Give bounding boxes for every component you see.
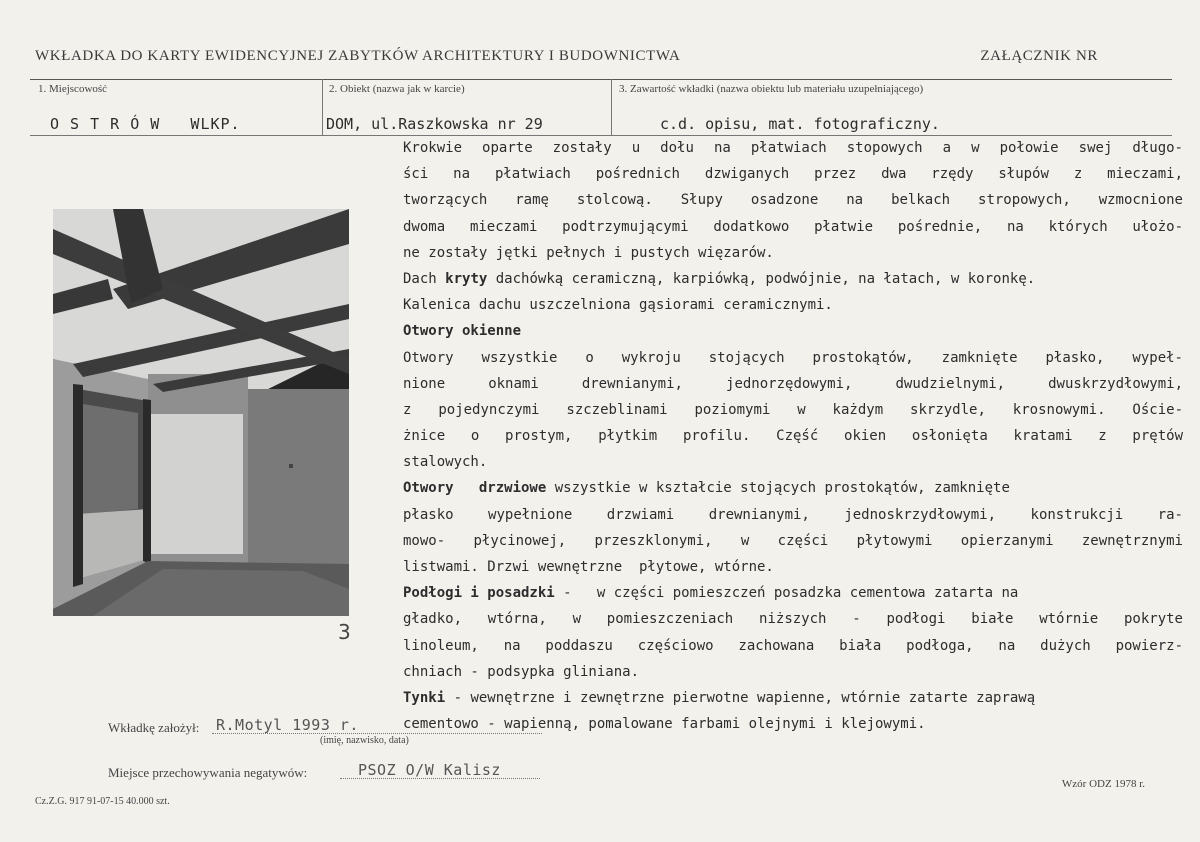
text-line: [403, 266, 1183, 292]
section-heading-doors: Otwory drzwiowe: [403, 480, 547, 497]
text-line: cementowo - wapienną, pomalowane farbami olejnymi i klejowymi.: [403, 716, 926, 733]
section-heading-windows: Otwory okienne: [403, 323, 522, 340]
text-line: mowo- płycinowej, przeszklonymi, w części płytowymi opierzanymi zewnętrznymi: [403, 532, 1183, 549]
text-line: Krokwie oparte zostały u dołu na płatwiach stopowych a w połowie swej długo-: [403, 140, 1183, 156]
photo-number: 3: [338, 620, 351, 644]
text-line: Otwory wszystkie o wykroju stojących prostokątów, zamknięte płasko, wypeł-: [403, 349, 1183, 366]
room-interior-image: [53, 209, 349, 616]
text-run: dachówką ceramiczną, karpiówką, podwójnie, na łatach, w koronkę.: [487, 270, 1036, 287]
top-rule: [30, 79, 1172, 80]
author-label: Wkładkę założył:: [108, 720, 200, 735]
object-value: DOM, ul.Raszkowska nr 29: [326, 115, 543, 133]
text-run: wszystkie w kształcie stojących prostokątów, zamknięte: [546, 480, 1010, 497]
text-line: Kalenica dachu uszczelniona gąsiorami ceramicznymi.: [403, 297, 833, 314]
text-line: ne zostały jętki pełnych i pustych więzarów.: [403, 244, 774, 261]
contents-value: c.d. opisu, mat. fotograficzny.: [660, 115, 940, 133]
print-code: Cz.Z.G. 917 91-07-15 40.000 szt.: [35, 796, 170, 807]
description-text: [403, 135, 1183, 737]
text-line: dwoma mieczami podtrzymującymi dodatkowo płatwie pośrednie, na których ułożo-: [403, 218, 1183, 235]
location-label: 1. Miejscowość: [38, 83, 108, 95]
text-line: nione oknami drewnianymi, jednorzędowymi, dwudzielnymi, dwuskrzydłowymi,: [403, 375, 1183, 392]
section-heading-plaster: Tynki: [403, 689, 446, 706]
text-line: żnice o prostym, płytkim profilu. Część okien osłonięta kratami z prętów: [403, 428, 1183, 445]
author-value: R.Motyl 1993 r.: [216, 716, 359, 734]
text-line: stalowych.: [403, 454, 488, 471]
storage-label: Miejsce przechowywania negatywów:: [108, 765, 308, 780]
form-code: Wzór ODZ 1978 r.: [1061, 778, 1145, 790]
field-divider: [322, 79, 323, 135]
interior-photograph: [53, 209, 349, 616]
text-line: chniach - podsypka gliniana.: [403, 663, 640, 680]
text-line: ści na płatwiach pośrednich dzwiganych przez dwa rzędy słupów z mieczami,: [403, 166, 1183, 183]
author-hint: (imię, nazwisko, data): [320, 735, 409, 746]
text-line: z pojedynczymi szczeblinami poziomymi w każdym skrzydle, krosnowymi. Oście-: [403, 401, 1183, 418]
storage-value: PSOZ O/W Kalisz: [358, 761, 501, 779]
text-line: [403, 475, 1183, 501]
text-run: Dach: [403, 270, 446, 287]
author-dotted-line: [212, 733, 542, 734]
form-title: WKŁADKA DO KARTY EWIDENCYJNEJ ZABYTKÓW ARCHITEKTURY I BUDOWNICTWA: [35, 48, 681, 64]
text-line: listwami. Drzwi wewnętrzne płytowe, wtórne.: [403, 559, 774, 575]
storage-dotted-line: [340, 778, 540, 779]
text-line: [403, 685, 1183, 711]
object-label: 2. Obiekt (nazwa jak w karcie): [329, 83, 465, 95]
text-line: tworzących ramę stolcową. Słupy osadzone na belkach stropowych, wzmocnione: [403, 192, 1183, 209]
text-line: [403, 580, 1183, 606]
text-line: płasko wypełnione drzwiami drewnianymi, jednoskrzydłowymi, konstrukcji ra-: [403, 506, 1183, 523]
text-run: - w części pomieszczeń posadzka cementowa zatarta na: [554, 585, 1019, 602]
text-line: gładko, wtórna, w pomieszczeniach niższych - podłogi białe wtórnie pokryte: [403, 611, 1183, 628]
section-heading-floors: Podłogi i posadzki: [403, 585, 555, 602]
attachment-number-label: ZAŁĄCZNIK NR: [980, 48, 1098, 64]
contents-label: 3. Zawartość wkładki (nazwa obiektu lub materiału uzupełniającego): [619, 83, 924, 95]
location-value: O S T R Ó W WLKP.: [50, 115, 241, 133]
field-divider: [611, 79, 612, 135]
text-run: - wewnętrzne i zewnętrzne pierwotne wapienne, wtórnie zatarte zaprawą: [445, 689, 1036, 706]
text-line: linoleum, na poddaszu częściowo zachowana biała podłoga, na dużych powierz-: [403, 637, 1183, 654]
text-run-bold: kryty: [445, 270, 488, 287]
